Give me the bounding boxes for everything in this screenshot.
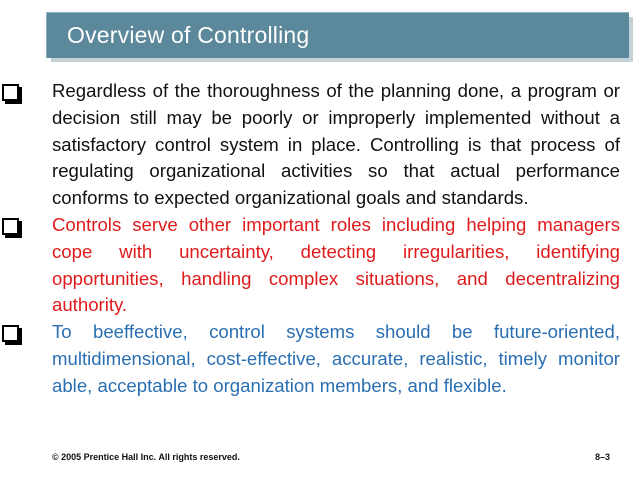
- title-bar: [46, 12, 629, 58]
- bullet-text: Controls serve other important roles including helping managers cope with uncertainty, detecting irregularities, identifying opportunities, handling complex situations, and decentralizing authority.: [52, 213, 620, 316]
- footer-copyright: © 2005 Prentice Hall Inc. All rights reserved.: [52, 452, 240, 462]
- checkbox-square-icon: [2, 218, 19, 235]
- bullet-item: [2, 78, 620, 212]
- bullet-list: [2, 78, 620, 400]
- bullet-item: [2, 319, 620, 399]
- slide-title: Overview of Controlling: [67, 22, 310, 48]
- checkbox-square-icon: [2, 84, 19, 101]
- bullet-item: [2, 212, 620, 319]
- footer-page-number: 8–3: [594, 452, 610, 462]
- bullet-text: Regardless of the thoroughness of the planning done, a program or decision still may be poorly or improperly implemented without a satisfactory control system in place. Controlling is that process of regulating organizational activities so that actual performance conforms to expected organizational goals and standards.: [52, 80, 620, 209]
- checkbox-square-icon: [2, 325, 19, 342]
- bullet-text: To beeffective, control systems should be future-oriented, multidimensional, cost-effective, accurate, realistic, timely monitor able, acceptable to organization members, and flexible.: [52, 321, 620, 396]
